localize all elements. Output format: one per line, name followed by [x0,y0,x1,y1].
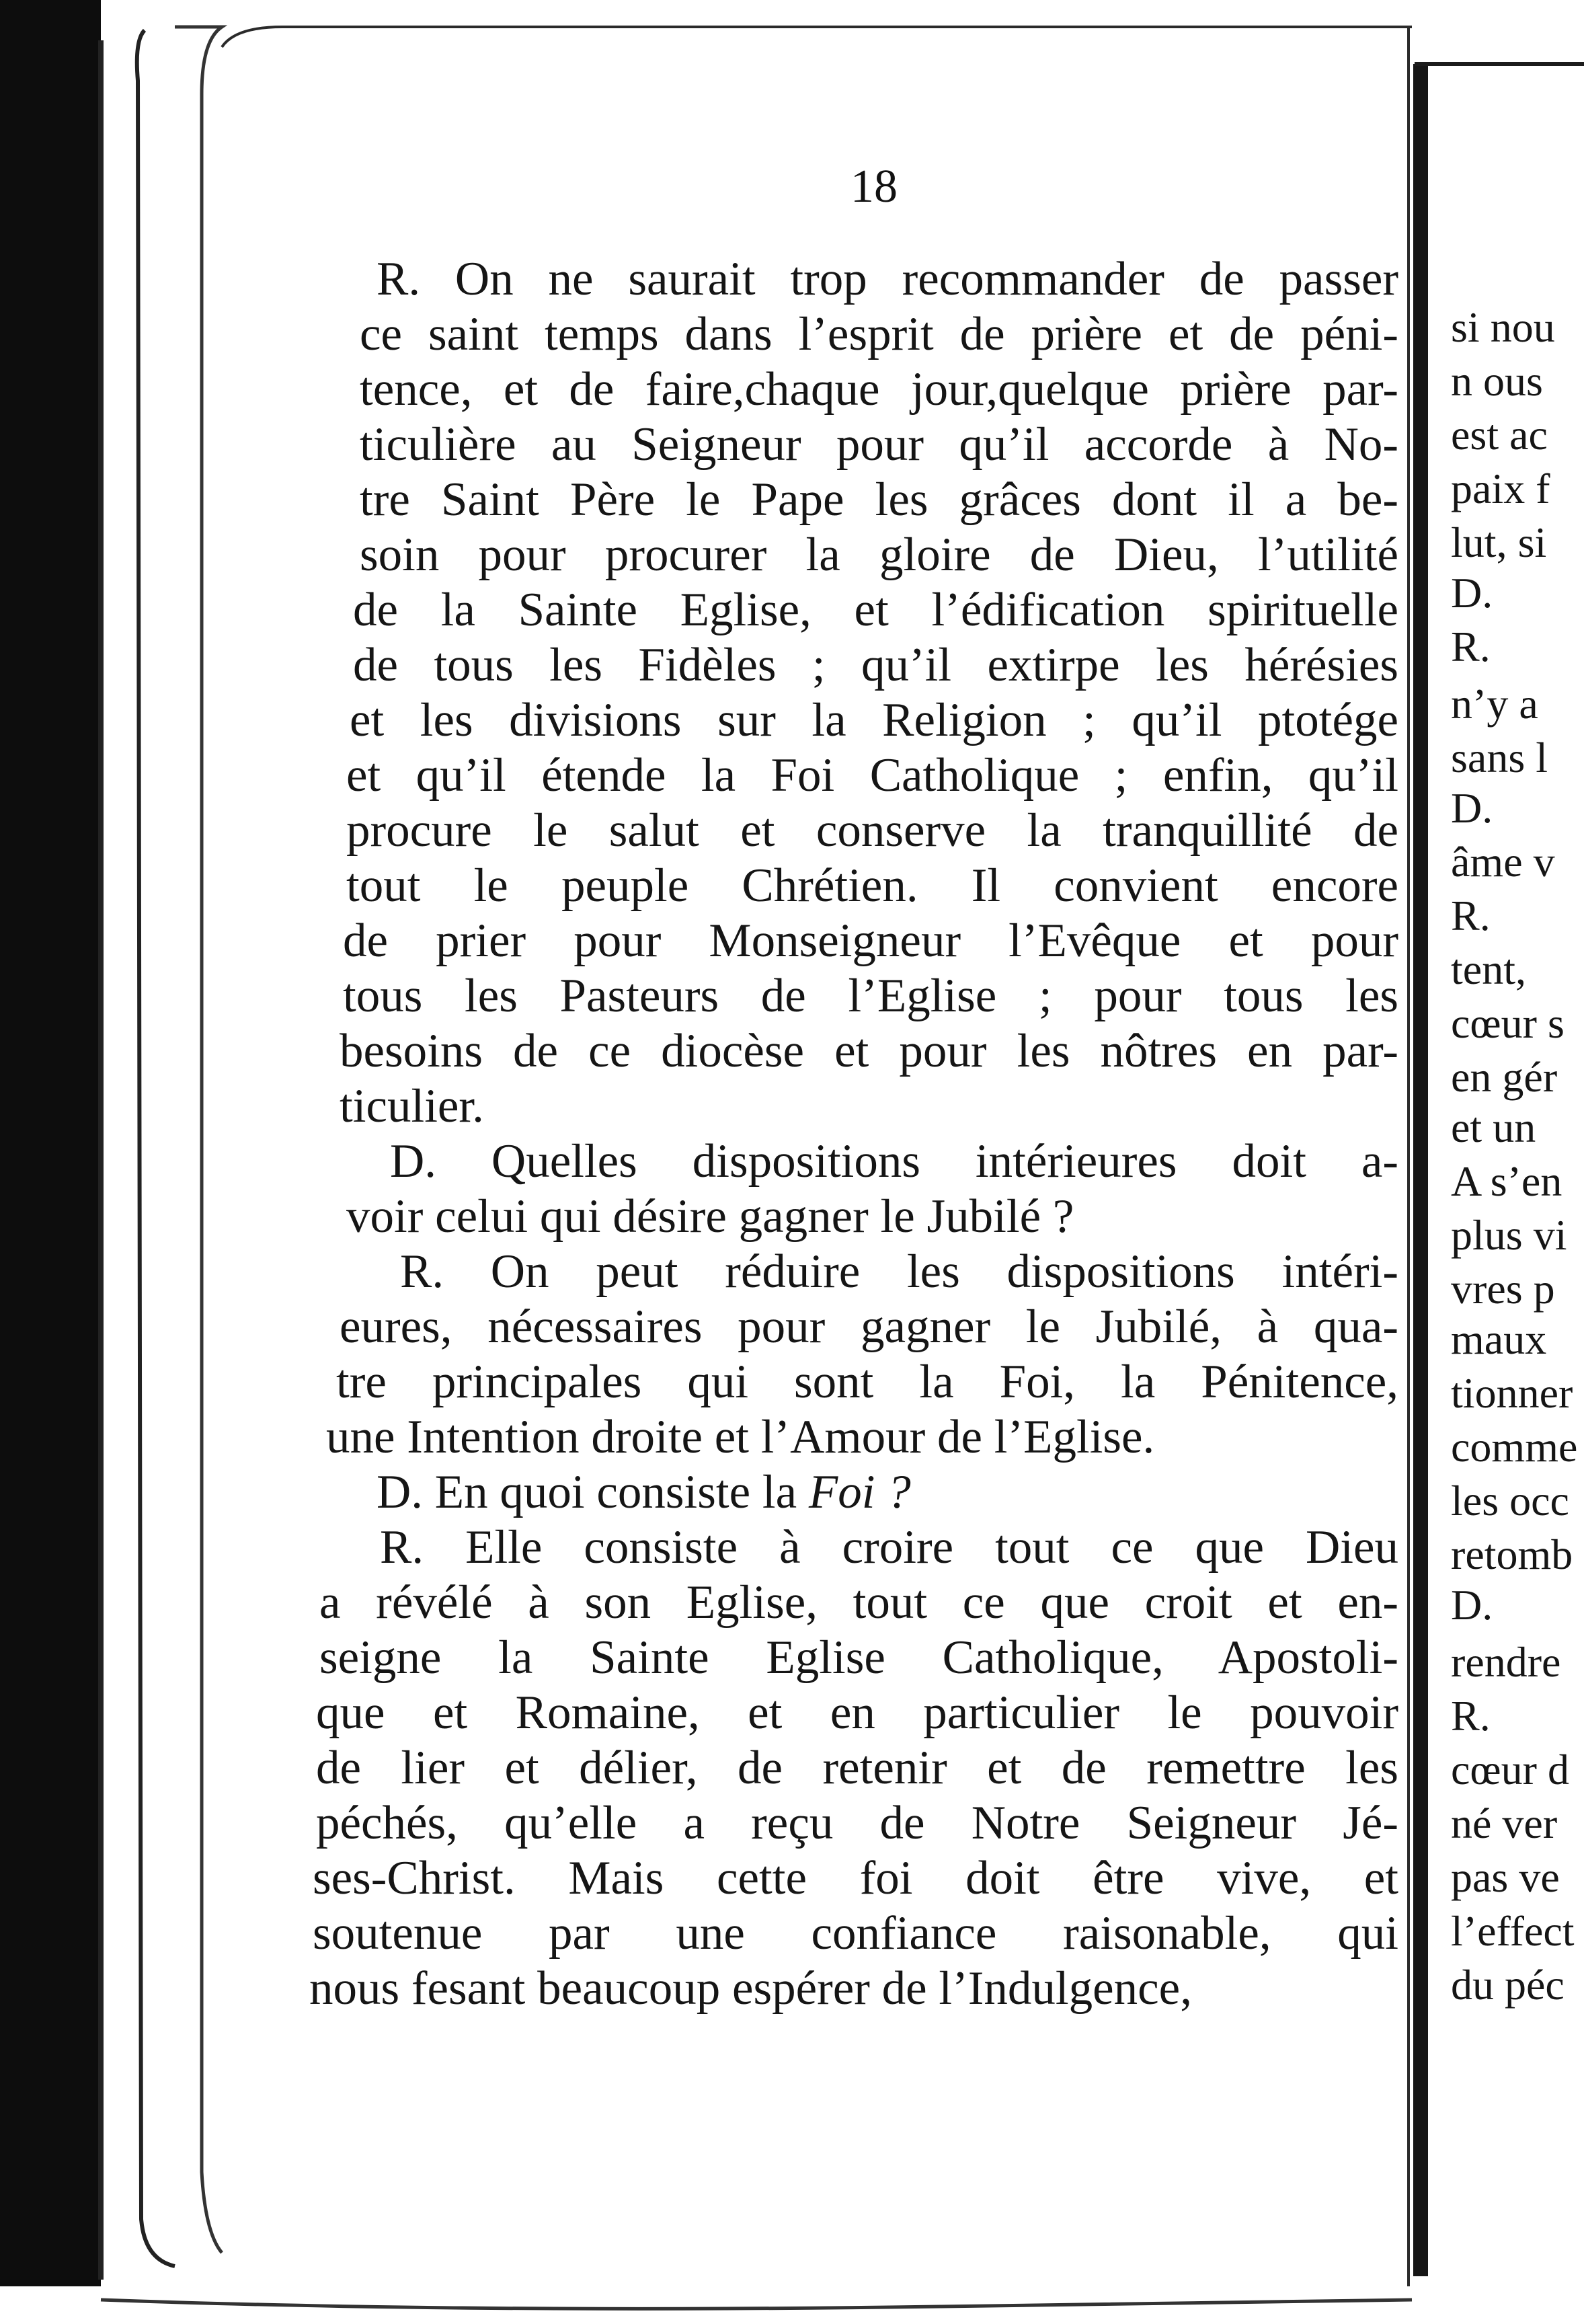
gutter-shadow [1413,64,1428,2276]
text-line: nous fesant beaucoup espérer de l’Indulgence, [309,1962,1192,2015]
text-line: soutenue par une confiance raisonable, qui [313,1907,1398,1960]
text-line: a révélé à son Eglise, tout ce que croit et en- [319,1576,1398,1629]
text-line: de tous les Fidèles ; qu’il extirpe les hérésies [353,639,1398,691]
adjacent-text-line: l’effect [1451,1907,1575,1955]
text-line: seigne la Sainte Eglise Catholique, Apostoli- [319,1631,1398,1684]
adjacent-text-line: maux [1451,1315,1547,1363]
adjacent-text-line: R. [1451,1692,1491,1740]
text-line: de lier et délier, de retenir et de remettre les [316,1742,1398,1794]
adjacent-text-line: D. [1451,569,1493,617]
adjacent-text-line: paix f [1451,465,1550,512]
left-scan-border [0,0,101,2324]
adjacent-text-line: cœur s [1451,999,1565,1047]
adjacent-text-line: tent, [1451,945,1526,993]
text-line: et qu’il étende la Foi Catholique ; enfin, qu’il [346,749,1398,802]
adjacent-text-line: pas ve [1451,1853,1560,1901]
text-line: D. Quelles dispositions intérieures doit a- [390,1135,1398,1188]
text-line: besoins de ce diocèse et pour les nôtres en par- [340,1025,1398,1077]
text-line: que et Romaine, et en particulier le pouvoir [316,1687,1398,1739]
text-line: R. On peut réduire les dispositions intéri- [400,1245,1398,1298]
adjacent-text-line: âme v [1451,838,1555,886]
adjacent-text-line: R. [1451,892,1491,939]
adjacent-text-line: vres p [1451,1265,1555,1313]
text-line: de prier pour Monseigneur l’Evêque et pour [343,915,1398,967]
text-line: D. En quoi consiste la Foi ? [377,1466,911,1518]
adjacent-text-line: D. [1451,784,1493,832]
adjacent-text-line: rendre [1451,1638,1561,1686]
adjacent-text-line: comme [1451,1423,1578,1471]
adjacent-text-line: R. [1451,623,1491,670]
text-line: tence, et de faire,chaque jour,quelque prière par- [360,363,1398,416]
text-line: péchés, qu’elle a reçu de Notre Seigneur Jé- [316,1797,1398,1849]
adjacent-text-line: plus vi [1451,1211,1567,1259]
text-line: procure le salut et conserve la tranquillité de [346,804,1398,857]
text-line: ses-Christ. Mais cette foi doit être vive, et [313,1852,1398,1904]
text-line: une Intention droite et l’Amour de l’Eglise. [326,1411,1155,1463]
adjacent-text-line: retomb [1451,1531,1573,1578]
adjacent-text-line: lut, si [1451,518,1547,566]
adjacent-text-line: cœur d [1451,1746,1569,1793]
adjacent-text-line: A s’en [1451,1157,1562,1205]
text-line: soin pour procurer la gloire de Dieu, l’utilité [360,529,1398,581]
adjacent-text-line: tionner [1451,1369,1573,1417]
text-line: eures, nécessaires pour gagner le Jubilé, à qua- [340,1301,1398,1353]
adjacent-text-line: du péc [1451,1961,1565,2009]
text-line: tre principales qui sont la Foi, la Pénitence, [336,1356,1398,1408]
text-line: et les divisions sur la Religion ; qu’il ptotége [350,694,1398,746]
adjacent-text-line: si nou [1451,303,1555,351]
adjacent-text-line: n’y a [1451,680,1538,728]
text-line: tre Saint Père le Pape les grâces dont il a be- [360,473,1398,526]
text-line: voir celui qui désire gagner le Jubilé ? [346,1190,1074,1243]
adjacent-text-line: n ous [1451,357,1543,405]
adjacent-text-line: est ac [1451,411,1548,459]
page-number: 18 [850,161,898,212]
text-line: tous les Pasteurs de l’Eglise ; pour tous les [343,970,1398,1022]
text-line: R. Elle consiste à croire tout ce que Dieu [380,1521,1398,1574]
adjacent-text-line: sans l [1451,734,1548,781]
text-line: ce saint temps dans l’esprit de prière et de péni- [360,308,1398,360]
text-line: de la Sainte Eglise, et l’édification spirituelle [353,584,1398,636]
adjacent-text-line: en gér [1451,1053,1558,1101]
text-line: ticulière au Seigneur pour qu’il accorde à No- [360,418,1398,471]
text-line: R. On ne saurait trop recommander de passer [377,253,1398,305]
adjacent-text-line: né ver [1451,1799,1558,1847]
adjacent-text-line: et un [1451,1103,1536,1151]
text-line: ticulier. [340,1080,484,1132]
italic-term: Foi ? [797,1466,911,1518]
text-line: tout le peuple Chrétien. Il convient encore [346,859,1398,912]
adjacent-text-line: D. [1451,1581,1493,1629]
adjacent-text-line: les occ [1451,1477,1569,1524]
